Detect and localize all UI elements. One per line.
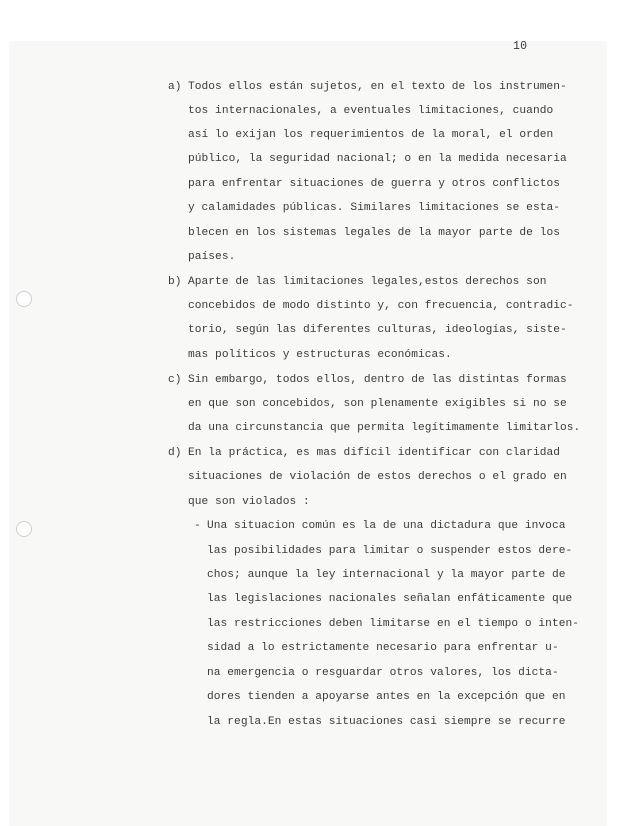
text-line: dores tienden a apoyarse antes en la excepción que en [207,691,566,703]
text-line: Una situacion común es la de una dictadura que invoca [207,520,566,532]
text-line: mas políticos y estructuras económicas. [188,349,452,361]
text-line: Todos ellos están sujetos, en el texto de los instrumen- [188,81,567,93]
text-line: na emergencia o resguardar otros valores, los dicta- [207,667,559,679]
text-line: En la práctica, es mas difícil identificar con claridad [188,447,560,459]
text-line: concebidos de modo distinto y, con frecuencia, contradic- [188,300,574,312]
paragraph-marker: a) [168,81,182,93]
text-line: la regla.En estas situaciones casi siempre se recurre [207,716,566,728]
page-number: 10 [513,40,528,53]
text-line: Sin embargo, todos ellos, dentro de las distintas formas [188,374,567,386]
text-line: público, la seguridad nacional; o en la medida necesaria [188,153,567,165]
text-line: y calamidades públicas. Similares limitaciones se esta- [188,202,560,214]
text-line: países. [188,251,236,263]
text-line: sidad a lo estrictamente necesario para enfrentar u- [207,642,559,654]
punch-hole [16,291,32,307]
paragraph-marker: b) [168,276,182,288]
text-line: da una circunstancia que permita legítimamente limitarlos. [188,422,581,434]
text-line: las legislaciones nacionales señalan enfáticamente que [207,593,573,605]
text-line: situaciones de violación de estos derechos o el grado en [188,471,567,483]
text-line: que son violados : [188,496,310,508]
punch-hole [16,521,32,537]
text-line: en que son concebidos, son plenamente exigibles si no se [188,398,567,410]
paragraph-marker: c) [168,374,182,386]
paragraph-marker: d) [168,447,182,459]
text-line: para enfrentar situaciones de guerra y otros conflictos [188,178,560,190]
text-line: así lo exijan los requerimientos de la moral, el orden [188,129,554,141]
bullet-dash: - [194,520,201,532]
text-line: blecen en los sistemas legales de la mayor parte de los [188,227,560,239]
text-line: chos; aunque la ley internacional y la mayor parte de [207,569,566,581]
text-line: las restricciones deben limitarse en el tiempo o inten- [207,618,579,630]
text-line: torio, según las diferentes culturas, ideologías, siste- [188,324,567,336]
text-line: tos internacionales, a eventuales limitaciones, cuando [188,105,554,117]
text-line: Aparte de las limitaciones legales,estos derechos son [188,276,547,288]
text-line: las posibilidades para limitar o suspender estos dere- [207,545,573,557]
